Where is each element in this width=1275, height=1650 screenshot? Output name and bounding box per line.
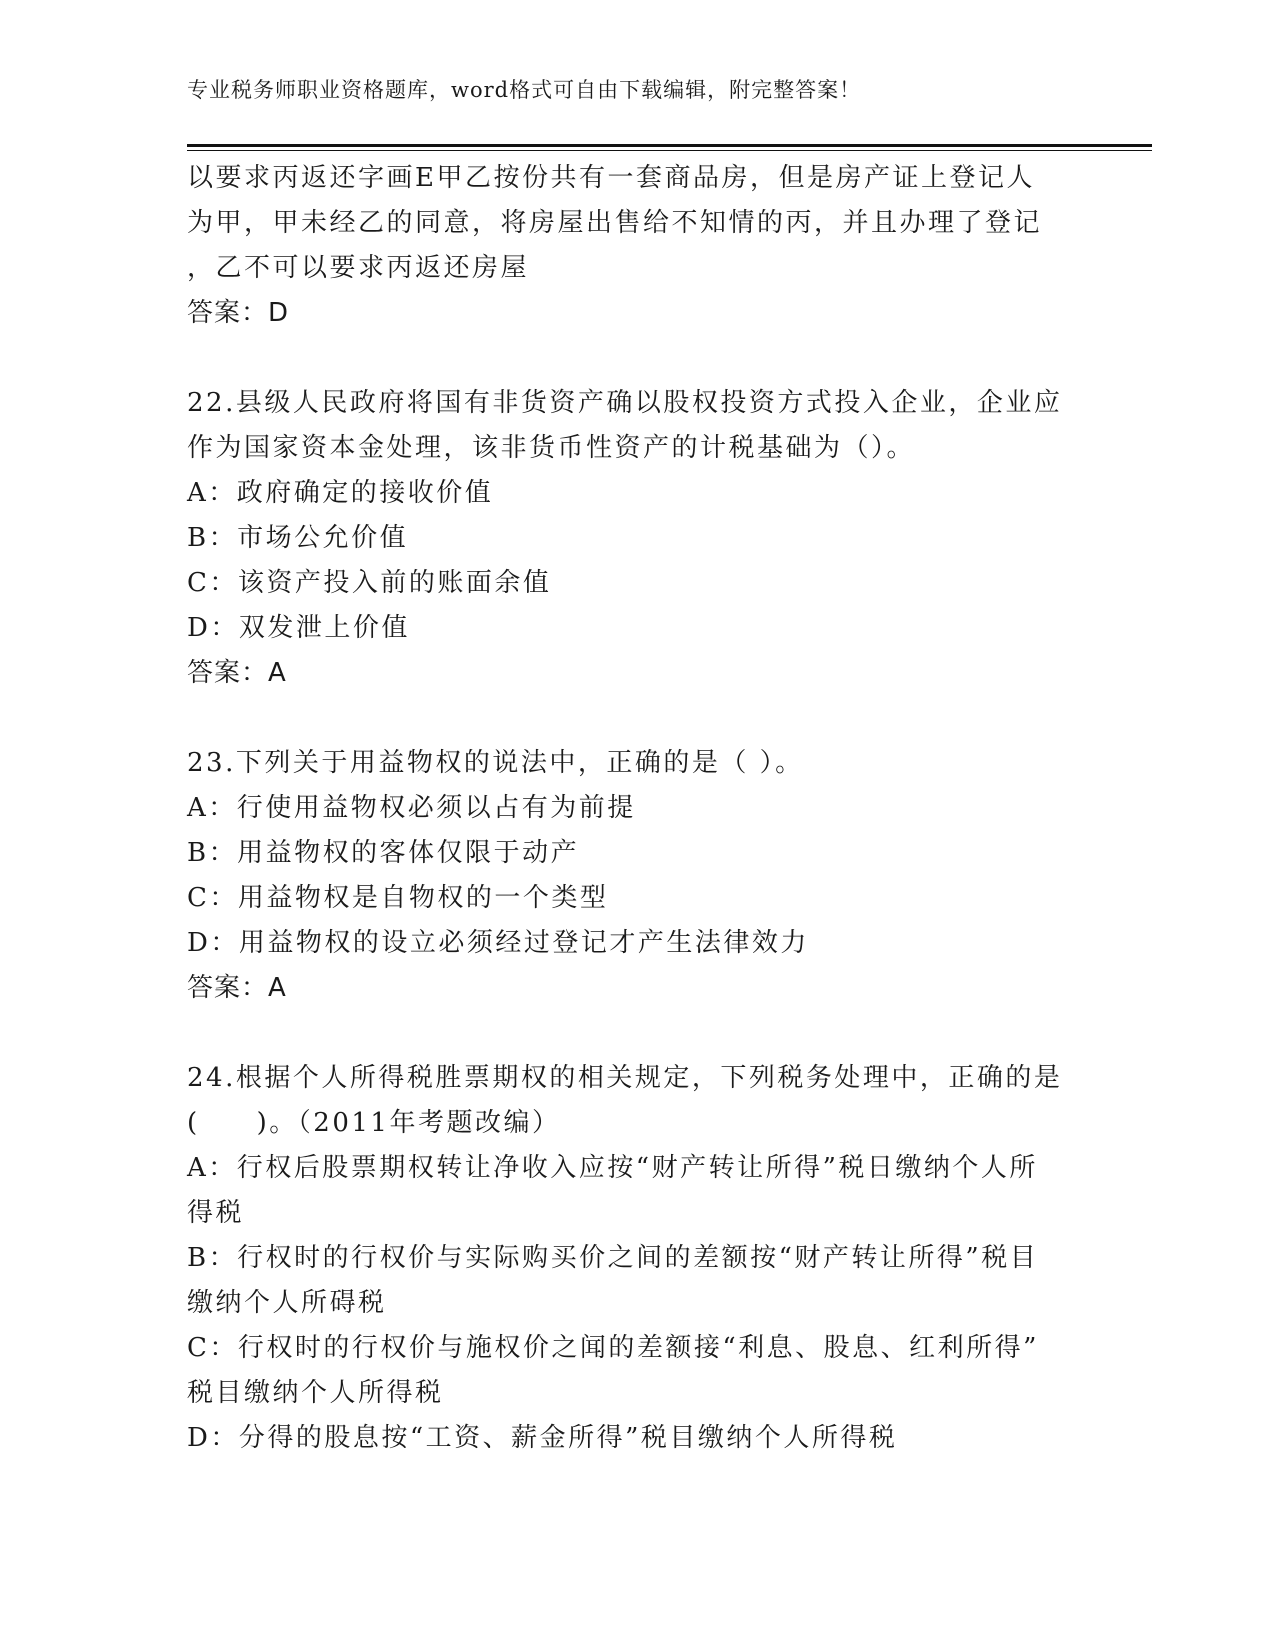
header-rule-thin xyxy=(187,150,1152,151)
spacer xyxy=(187,696,1087,741)
option-d: D：双发泄上价值 xyxy=(187,613,410,643)
question-22 xyxy=(187,381,1087,696)
answer-label: 答案：A xyxy=(187,973,287,1003)
answer-label: 答案：D xyxy=(187,298,290,328)
continuation-block xyxy=(187,156,1087,336)
option-c: C：该资产投入前的账面余值 xyxy=(187,568,552,598)
question-stem-line: 22.县级人民政府将国有非货资产确以股权投资方式投入企业，企业应 xyxy=(187,388,1063,418)
option-b: B：行权时的行权价与实际购买价之间的差额按“财产转让所得”税目 xyxy=(187,1243,1039,1273)
spacer xyxy=(187,336,1087,381)
document-body xyxy=(187,156,1087,1461)
option-a: A：行权后股票期权转让净收入应按“财产转让所得”税日缴纳个人所 xyxy=(187,1153,1038,1183)
continuation-line: 以要求丙返还字画E甲乙按份共有一套商品房，但是房产证上登记人 xyxy=(187,163,1035,193)
option-c-continued: 税目缴纳个人所得税 xyxy=(187,1378,444,1408)
option-d: D：用益物权的设立必须经过登记才产生法律效力 xyxy=(187,928,809,958)
option-b-continued: 缴纳个人所碍税 xyxy=(187,1288,387,1318)
answer-label: 答案：A xyxy=(187,658,287,688)
question-23 xyxy=(187,741,1087,1011)
spacer xyxy=(187,1011,1087,1056)
question-stem-line: ( )。（2011年考题改编） xyxy=(187,1108,561,1138)
option-a: A：行使用益物权必须以占有为前提 xyxy=(187,793,636,823)
header-rule-thick xyxy=(187,144,1152,147)
question-stem-line: 23.下列关于用益物权的说法中，正确的是（ ）。 xyxy=(187,748,804,778)
option-a: A：政府确定的接收价值 xyxy=(187,478,494,508)
option-b: B：用益物权的客体仅限于动产 xyxy=(187,838,580,868)
option-a-continued: 得税 xyxy=(187,1198,245,1228)
option-c: C：用益物权是自物权的一个类型 xyxy=(187,883,609,913)
option-b: B：市场公允价值 xyxy=(187,523,409,553)
option-d: D：分得的股息按“工资、薪金所得”税目缴纳个人所得税 xyxy=(187,1423,898,1453)
continuation-line: ，乙不可以要求丙返还房屋 xyxy=(187,253,530,283)
question-24 xyxy=(187,1056,1087,1461)
option-c: C：行权时的行权价与施权价之闻的差额接“利息、股息、红利所得” xyxy=(187,1333,1039,1363)
question-stem-line: 作为国家资本金处理，该非货币性资产的计税基础为（）。 xyxy=(187,433,916,463)
page-header: 专业税务师职业资格题库，word格式可自由下载编辑，附完整答案！ xyxy=(187,78,862,102)
question-stem-line: 24.根据个人所得税胜票期权的相关规定，下列税务处理中，正确的是 xyxy=(187,1063,1063,1093)
continuation-line: 为甲，甲未经乙的同意，将房屋出售给不知情的丙，并且办理了登记 xyxy=(187,208,1043,238)
